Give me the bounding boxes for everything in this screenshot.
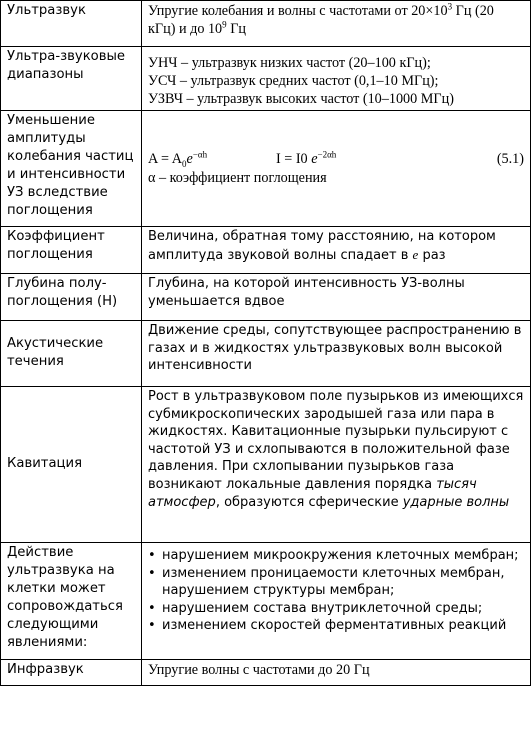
description-cell (142, 543, 531, 660)
description-text: Глубина, на которой интенсивность УЗ-волны уменьшается вдвое (148, 276, 465, 309)
term-cell (1, 111, 142, 227)
effects-list (148, 547, 524, 635)
description-italic: тысяч атмосфер (148, 476, 477, 510)
formula-text: I = I0 (276, 151, 312, 167)
formula-e: e (186, 151, 193, 167)
table-row (1, 543, 531, 660)
table-row (1, 274, 531, 321)
alpha-definition: α – коэффициент поглощения (148, 170, 327, 186)
description-text: Рост в ультразвуковом поле пузырьков из имеющихся субмикроскопических зародышей газа или пара в жидкостях. Кавитационные пузырьки пульсируют с частотой УЗ и схлопываются в положительной фазе давления. При схлопывании пузырьков газа возникают локальные давления порядка (148, 389, 524, 492)
description-cell (142, 227, 531, 274)
description-cell (142, 660, 531, 686)
description-text: Движение среды, сопутствующее распространению в газах и в жидкостях ультразвуковых волн высокой интенсивности (148, 323, 522, 374)
equation-number: (5.1) (496, 151, 524, 167)
table-row (1, 111, 531, 227)
term-cell (1, 387, 142, 543)
term-label: Глубина полу-поглощения (H) (7, 276, 118, 309)
description-cell (142, 274, 531, 321)
description-cell (142, 321, 531, 387)
term-cell (1, 274, 142, 321)
list-item: • нарушением состава внутриклеточной среды; (148, 600, 524, 618)
term-cell (1, 227, 142, 274)
term-label: Уменьшение амплитуды колебания частиц и интенсивности УЗ вследствие поглощения (7, 113, 134, 218)
term-label: Кавитация (7, 456, 83, 471)
intensity-formula (276, 150, 336, 168)
description-text: , образуются сферические (215, 494, 403, 510)
table-row (1, 387, 531, 543)
term-label: Действие ультразвука на клетки может сопровождаться следующими явлениями: (7, 545, 123, 650)
table-row (1, 660, 531, 686)
superscript: −2αh (317, 149, 337, 160)
formula-line (148, 149, 524, 169)
term-cell (1, 543, 142, 660)
description-cell (142, 111, 531, 227)
description-text: Упругие волны с частотами до 20 Гц (148, 662, 370, 678)
list-item: • нарушением микроокружения клеточных мембран; (148, 547, 524, 565)
table-row (1, 1, 531, 47)
term-label: Коэффициент поглощения (7, 229, 105, 262)
term-cell (1, 660, 142, 686)
description-cell (142, 47, 531, 111)
description-text: Гц (20 кГц) и до 10 (148, 3, 494, 37)
description-italic: e (412, 246, 419, 262)
range-line: УЗВЧ – ультразвук высоких частот (10–1000 МГц) (148, 91, 454, 107)
list-item: • изменением скоростей ферментативных реакций (148, 617, 524, 635)
description-cell (142, 387, 531, 543)
amplitude-formula (148, 150, 207, 168)
description-text: Величина, обратная тому расстоянию, на котором амплитуда звуковой волны спадает в (148, 229, 496, 263)
superscript: −αh (192, 149, 208, 160)
description-cell (142, 1, 531, 47)
formula-text: A = A (148, 151, 183, 167)
table-row (1, 47, 531, 111)
term-cell (1, 321, 142, 387)
range-line: УСЧ – ультразвук средних частот (0,1–10 МГц); (148, 73, 439, 89)
range-line: УНЧ – ультразвук низких частот (20–100 кГц); (148, 55, 431, 71)
term-label: Ультразвук (7, 3, 86, 18)
table-row (1, 321, 531, 387)
superscript: 9 (222, 19, 227, 30)
term-cell (1, 1, 142, 47)
superscript: 3 (447, 1, 453, 12)
list-item: • изменением проницаемости клеточных мембран, нарушением структуры мембран; (148, 565, 524, 600)
description-italic: ударные волны (402, 494, 510, 510)
description-text: раз (418, 247, 446, 263)
description-text: Гц (226, 21, 246, 37)
description-text: Упругие колебания и волны с частотами от 20×10 (148, 3, 448, 19)
table-row (1, 227, 531, 274)
formula-e: e (311, 151, 318, 167)
term-label: Акустические течения (7, 336, 104, 369)
subscript: 0 (182, 158, 187, 169)
term-cell (1, 47, 142, 111)
term-label: Инфразвук (7, 662, 84, 677)
term-label: Ультра-звуковые диапазоны (7, 49, 126, 82)
